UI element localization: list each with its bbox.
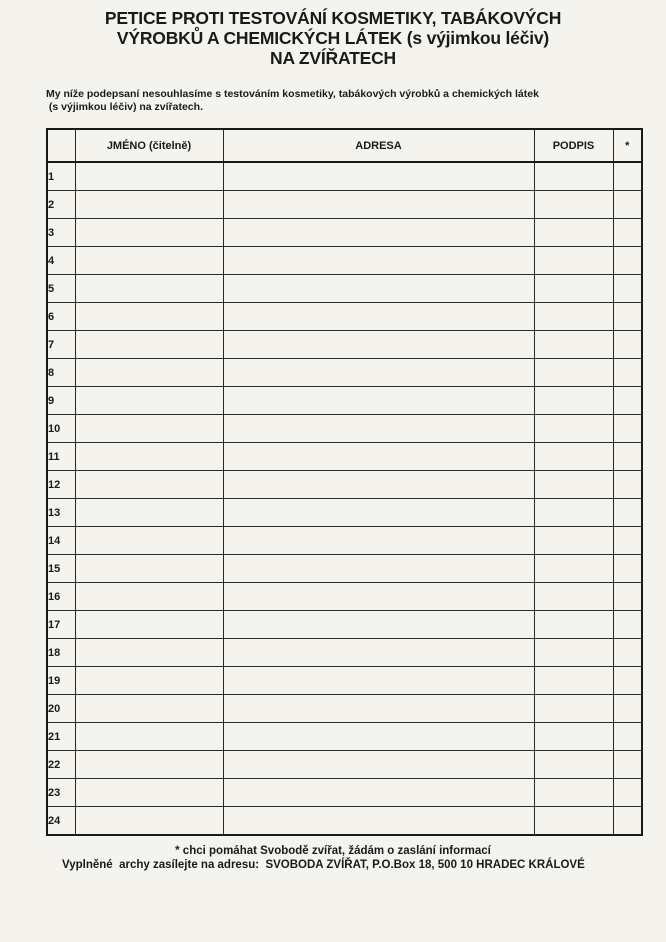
mark-cell[interactable] bbox=[613, 611, 642, 639]
address-cell[interactable] bbox=[223, 611, 534, 639]
address-cell[interactable] bbox=[223, 471, 534, 499]
row-number: 5 bbox=[47, 275, 75, 303]
address-cell[interactable] bbox=[223, 499, 534, 527]
name-cell[interactable] bbox=[75, 443, 223, 471]
table-row bbox=[47, 499, 642, 527]
mark-cell[interactable] bbox=[613, 555, 642, 583]
table-row bbox=[47, 275, 642, 303]
name-cell[interactable] bbox=[75, 331, 223, 359]
address-cell[interactable] bbox=[223, 162, 534, 191]
mark-cell[interactable] bbox=[613, 219, 642, 247]
signature-cell[interactable] bbox=[534, 162, 613, 191]
signature-cell[interactable] bbox=[534, 275, 613, 303]
address-cell[interactable] bbox=[223, 807, 534, 836]
table-row bbox=[47, 303, 642, 331]
address-cell[interactable] bbox=[223, 275, 534, 303]
table-row bbox=[47, 471, 642, 499]
address-cell[interactable] bbox=[223, 695, 534, 723]
name-cell[interactable] bbox=[75, 162, 223, 191]
signature-table bbox=[46, 128, 643, 836]
signature-cell[interactable] bbox=[534, 359, 613, 387]
name-cell[interactable] bbox=[75, 779, 223, 807]
signature-cell[interactable] bbox=[534, 471, 613, 499]
petition-title bbox=[0, 8, 666, 68]
table-row bbox=[47, 639, 642, 667]
row-number: 18 bbox=[47, 639, 75, 667]
name-cell[interactable] bbox=[75, 359, 223, 387]
table-row bbox=[47, 611, 642, 639]
footer-line-1: * chci pomáhat Svobodě zvířat, žádám o zaslání informací bbox=[175, 845, 491, 857]
mark-cell[interactable] bbox=[613, 723, 642, 751]
signature-cell[interactable] bbox=[534, 387, 613, 415]
table-row bbox=[47, 779, 642, 807]
header-address: ADRESA bbox=[223, 129, 534, 162]
signature-cell[interactable] bbox=[534, 723, 613, 751]
row-number: 16 bbox=[47, 583, 75, 611]
name-cell[interactable] bbox=[75, 751, 223, 779]
table-row bbox=[47, 191, 642, 219]
row-number: 17 bbox=[47, 611, 75, 639]
row-number: 8 bbox=[47, 359, 75, 387]
row-number: 9 bbox=[47, 387, 75, 415]
name-cell[interactable] bbox=[75, 387, 223, 415]
name-cell[interactable] bbox=[75, 247, 223, 275]
signature-cell[interactable] bbox=[534, 331, 613, 359]
table-row bbox=[47, 723, 642, 751]
table-row bbox=[47, 415, 642, 443]
title-line-2: VÝROBKŮ A CHEMICKÝCH LÁTEK (s výjimkou léčiv) bbox=[116, 28, 550, 48]
signature-cell[interactable] bbox=[534, 751, 613, 779]
table-row bbox=[47, 527, 642, 555]
intro-line-1: My níže podepsaní nesouhlasíme s testováním kosmetiky, tabákových výrobků a chemických látek bbox=[46, 88, 539, 100]
mark-cell[interactable] bbox=[613, 359, 642, 387]
address-cell[interactable] bbox=[223, 191, 534, 219]
mark-cell[interactable] bbox=[613, 779, 642, 807]
row-number: 14 bbox=[47, 527, 75, 555]
mark-cell[interactable] bbox=[613, 162, 642, 191]
address-cell[interactable] bbox=[223, 527, 534, 555]
name-cell[interactable] bbox=[75, 191, 223, 219]
address-cell[interactable] bbox=[223, 443, 534, 471]
intro-text bbox=[46, 88, 616, 114]
row-number: 7 bbox=[47, 331, 75, 359]
address-cell[interactable] bbox=[223, 779, 534, 807]
address-cell[interactable] bbox=[223, 359, 534, 387]
signature-cell[interactable] bbox=[534, 555, 613, 583]
table-row bbox=[47, 387, 642, 415]
mark-cell[interactable] bbox=[613, 275, 642, 303]
name-cell[interactable] bbox=[75, 415, 223, 443]
mark-cell[interactable] bbox=[613, 527, 642, 555]
address-cell[interactable] bbox=[223, 415, 534, 443]
header-number-cell bbox=[47, 129, 75, 162]
mark-cell[interactable] bbox=[613, 247, 642, 275]
mark-cell[interactable] bbox=[613, 751, 642, 779]
signature-cell[interactable] bbox=[534, 191, 613, 219]
address-cell[interactable] bbox=[223, 723, 534, 751]
row-number: 23 bbox=[47, 779, 75, 807]
name-cell[interactable] bbox=[75, 611, 223, 639]
address-cell[interactable] bbox=[223, 555, 534, 583]
footer-line-2: Vyplněné archy zasílejte na adresu: SVOBODA ZVÍŘAT, P.O.Box 18, 500 10 HRADEC KRÁLOVÉ bbox=[62, 859, 585, 871]
row-number: 2 bbox=[47, 191, 75, 219]
signature-cell[interactable] bbox=[534, 583, 613, 611]
name-cell[interactable] bbox=[75, 275, 223, 303]
signature-cell[interactable] bbox=[534, 527, 613, 555]
mark-cell[interactable] bbox=[613, 583, 642, 611]
table-row bbox=[47, 583, 642, 611]
name-cell[interactable] bbox=[75, 555, 223, 583]
mark-cell[interactable] bbox=[613, 695, 642, 723]
intro-line-2: (s výjimkou léčiv) na zvířatech. bbox=[46, 101, 203, 113]
name-cell[interactable] bbox=[75, 639, 223, 667]
table-row bbox=[47, 219, 642, 247]
name-cell[interactable] bbox=[75, 807, 223, 836]
table-row bbox=[47, 443, 642, 471]
mark-cell[interactable] bbox=[613, 303, 642, 331]
row-number: 10 bbox=[47, 415, 75, 443]
signature-cell[interactable] bbox=[534, 303, 613, 331]
row-number: 24 bbox=[47, 807, 75, 836]
signature-cell[interactable] bbox=[534, 611, 613, 639]
header-mark: * bbox=[613, 129, 642, 162]
name-cell[interactable] bbox=[75, 499, 223, 527]
name-cell[interactable] bbox=[75, 303, 223, 331]
signature-cell[interactable] bbox=[534, 639, 613, 667]
name-cell[interactable] bbox=[75, 583, 223, 611]
table-row bbox=[47, 331, 642, 359]
row-number: 22 bbox=[47, 751, 75, 779]
mark-cell[interactable] bbox=[613, 499, 642, 527]
header-signature: PODPIS bbox=[534, 129, 613, 162]
signature-cell[interactable] bbox=[534, 247, 613, 275]
name-cell[interactable] bbox=[75, 667, 223, 695]
mark-cell[interactable] bbox=[613, 191, 642, 219]
table-row bbox=[47, 807, 642, 836]
signature-cell[interactable] bbox=[534, 695, 613, 723]
address-cell[interactable] bbox=[223, 331, 534, 359]
table-row bbox=[47, 359, 642, 387]
mark-cell[interactable] bbox=[613, 471, 642, 499]
table-row bbox=[47, 555, 642, 583]
mark-cell[interactable] bbox=[613, 667, 642, 695]
row-number: 1 bbox=[47, 162, 75, 191]
mark-cell[interactable] bbox=[613, 331, 642, 359]
address-cell[interactable] bbox=[223, 751, 534, 779]
mark-cell[interactable] bbox=[613, 639, 642, 667]
row-number: 4 bbox=[47, 247, 75, 275]
address-cell[interactable] bbox=[223, 387, 534, 415]
signature-cell[interactable] bbox=[534, 219, 613, 247]
row-number: 13 bbox=[47, 499, 75, 527]
name-cell[interactable] bbox=[75, 723, 223, 751]
table-row bbox=[47, 667, 642, 695]
name-cell[interactable] bbox=[75, 695, 223, 723]
signature-cell[interactable] bbox=[534, 667, 613, 695]
name-cell[interactable] bbox=[75, 471, 223, 499]
table-body bbox=[47, 162, 642, 835]
signature-cell[interactable] bbox=[534, 807, 613, 836]
header-name: JMÉNO (čitelně) bbox=[75, 129, 223, 162]
address-cell[interactable] bbox=[223, 583, 534, 611]
mark-cell[interactable] bbox=[613, 807, 642, 836]
table-row bbox=[47, 162, 642, 191]
table-row bbox=[47, 751, 642, 779]
address-cell[interactable] bbox=[223, 667, 534, 695]
address-cell[interactable] bbox=[223, 303, 534, 331]
mark-cell[interactable] bbox=[613, 387, 642, 415]
title-line-3: NA ZVÍŘATECH bbox=[270, 48, 396, 68]
footer bbox=[0, 844, 666, 872]
row-number: 19 bbox=[47, 667, 75, 695]
row-number: 20 bbox=[47, 695, 75, 723]
row-number: 21 bbox=[47, 723, 75, 751]
row-number: 6 bbox=[47, 303, 75, 331]
row-number: 15 bbox=[47, 555, 75, 583]
signature-cell[interactable] bbox=[534, 443, 613, 471]
signature-cell[interactable] bbox=[534, 415, 613, 443]
name-cell[interactable] bbox=[75, 527, 223, 555]
signature-cell[interactable] bbox=[534, 779, 613, 807]
row-number: 3 bbox=[47, 219, 75, 247]
signature-cell[interactable] bbox=[534, 499, 613, 527]
row-number: 11 bbox=[47, 443, 75, 471]
table-row bbox=[47, 695, 642, 723]
mark-cell[interactable] bbox=[613, 443, 642, 471]
title-line-1: PETICE PROTI TESTOVÁNÍ KOSMETIKY, TABÁKOVÝCH bbox=[104, 8, 562, 28]
mark-cell[interactable] bbox=[613, 415, 642, 443]
table-row bbox=[47, 247, 642, 275]
address-cell[interactable] bbox=[223, 247, 534, 275]
table-header-row bbox=[47, 129, 642, 162]
address-cell[interactable] bbox=[223, 639, 534, 667]
row-number: 12 bbox=[47, 471, 75, 499]
name-cell[interactable] bbox=[75, 219, 223, 247]
address-cell[interactable] bbox=[223, 219, 534, 247]
